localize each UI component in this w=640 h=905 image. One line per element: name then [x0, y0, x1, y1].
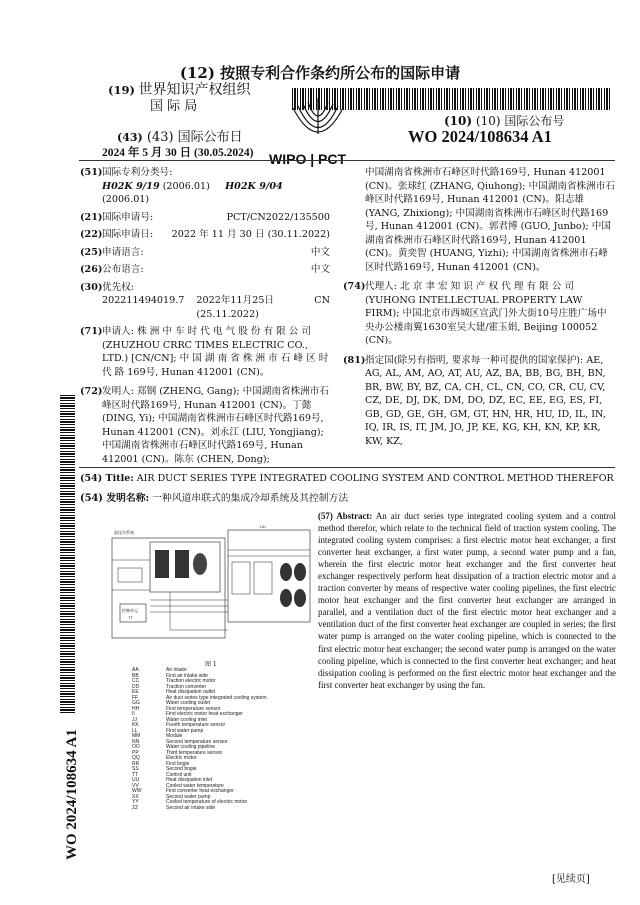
field-25-num: (25) [80, 246, 103, 258]
ipc-class-2: H02K 9/04 [225, 180, 283, 192]
agent: 代理人: 北 京 聿 宏 知 识 产 权 代 理 有 限 公 司 (YUHONG INTELLECTUAL PROPERTY LAW FIRM); 中国北京市西城区宣武门外大街10号庄胜广场中央办公楼南翼1630室吴大建/霍玉娟, Beijing 100052 (CN)。 [365, 281, 607, 346]
field-25-label: 申请语言: [102, 246, 144, 258]
legend-text: Second temperature sensor [166, 738, 228, 745]
field-25 [80, 246, 330, 260]
ipc-year-2: (2006.01) [102, 194, 150, 205]
legend-code: II [132, 711, 135, 717]
abstract-label: (57) Abstract: [318, 511, 373, 521]
legend-code: NN [132, 738, 140, 745]
legend-code: AA [132, 667, 139, 673]
org-name: 世界知识产权组织 [138, 82, 251, 98]
converter-heat-exchanger [175, 550, 189, 578]
field-26-label: 公布语言: [102, 264, 144, 275]
legend-text: Air intake [166, 667, 187, 673]
org-header [108, 83, 251, 114]
field-22-num: (22) [80, 229, 103, 240]
title-en-label: (54) Title: [80, 473, 134, 484]
legend-text: First electric motor heat exchanger [166, 711, 243, 717]
figure-top-label: 最佳冷系统 [114, 530, 134, 535]
pub-number-label: (10) (10) 国际公布号 [444, 114, 565, 128]
control-unit-label: 控制单元 [122, 608, 138, 613]
legend-code: DD [132, 683, 140, 690]
legend-code: GG [132, 700, 140, 706]
see-next-page: [见续页] [552, 874, 590, 885]
bibliographic-left [80, 166, 330, 468]
legend-code: VV [132, 782, 139, 789]
priority-row [102, 294, 330, 321]
legend-code: XX [132, 793, 139, 800]
legend-text: Second bogie [166, 766, 197, 772]
fan [193, 553, 207, 575]
legend-text: First converter heat exchanger [166, 788, 234, 794]
title-en-line [80, 473, 615, 484]
water-cooling-pipelines [112, 550, 310, 630]
inventors-continued: 中国湖南省株洲市石峰区时代路169号, Hunan 412001 (CN)。张球红 (ZHANG, Qiuhong); 中国湖南省株洲市石峰区时代路169号, Hunan 412001 (CN)。阳志雄 (YANG, Zhixiong); 中国湖南省株洲市石峰区时代路169号, Hunan 412001 (CN)。郭君博 (GUO, Junbo); 中国湖南省株洲市石峰区时代路169号, Hunan 412001 (CN)。黄奕智 (HUANG, Yizhi); 中国湖南省株洲市石峰区时代路169号, Hunan 412001 (CN)。 [365, 167, 615, 273]
side-publication-number: WO 2024/108634 A1 [64, 729, 80, 860]
field-21-num: (21) [80, 211, 103, 223]
field-71-num: (71) [80, 326, 103, 337]
legend-code: RR [132, 760, 140, 767]
field-51-values [102, 180, 330, 207]
title-zh: 一种风道串联式的集成冷却系统及其控制方法 [152, 493, 349, 504]
legend-text: First temperature sensor [166, 705, 221, 712]
field-51 [80, 166, 330, 207]
field-21 [80, 211, 330, 225]
field-72 [80, 385, 330, 466]
org-bureau: 国 际 局 [150, 99, 198, 114]
legend-code: CC [132, 678, 140, 684]
legend-code: MM [132, 733, 141, 739]
pub-date: 2024 年 5 月 30 日 (30.05.2024) [102, 147, 254, 159]
legend-row [132, 806, 267, 812]
document-type-title: (12) 按照专利合作条约所公布的国际申请 [179, 64, 461, 82]
legend-text: Second air intake side [166, 804, 216, 811]
legend-code: HH [132, 705, 140, 712]
legend-text: Second water pump [166, 793, 211, 800]
header-rule [79, 160, 615, 161]
legend-text: Heat dissipation inlet [166, 777, 213, 783]
legend-text: Traction electric motor [166, 678, 216, 684]
legend-text: Fourth temperature sensor [166, 722, 226, 728]
priority-number: 202211494019.7 [102, 295, 185, 306]
figure-label: 图 1 [205, 661, 217, 668]
pub-number-label-text: (10) 国际公布号 [475, 114, 565, 128]
figure-right-label: UU [260, 524, 266, 529]
title-en: AIR DUCT SERIES TYPE INTEGRATED COOLING SYSTEM AND CONTROL METHOD THEREFOR [136, 473, 614, 484]
ipc-class-1: H02K 9/19 [102, 180, 160, 192]
motor-heat-exchanger [155, 550, 169, 578]
legend-code: TT [132, 771, 139, 778]
bogie-box-2 [254, 562, 272, 594]
control-unit-code: TT [128, 615, 133, 620]
legend-code: QQ [132, 755, 140, 761]
legend-text: Traction converter [166, 683, 207, 690]
field-22-value: 2022 年 11 月 30 日 (30.11.2022) [171, 229, 330, 240]
bogie-box-1 [232, 562, 250, 594]
field-74-num: (74) [343, 281, 366, 292]
wipo-logo [263, 94, 373, 169]
ipc-year-1: (2006.01) [162, 180, 210, 192]
legend-code: SS [132, 766, 139, 772]
barcode-left [60, 395, 75, 713]
legend-code: UU [132, 777, 140, 783]
legend-text: Water cooling outlet [166, 700, 211, 706]
field-21-label: 国际申请号: [102, 211, 154, 223]
abstract [318, 510, 616, 691]
title-rule [79, 467, 615, 468]
pub-date-label-text: (43) 国际公布日 [146, 130, 243, 145]
legend-text: First bogie [166, 760, 190, 767]
field-22 [80, 228, 330, 242]
figure-legend [132, 668, 267, 811]
title-zh-label: (54) 发明名称: [80, 493, 150, 504]
legend-text: First air intake side [166, 672, 208, 679]
field-25-value: 中文 [310, 246, 330, 258]
designated-states: 指定国(除另有指明, 要求每一种可提供的国家保护): AE, AG, AL, AM, AO, AT, AU, AZ, BA, BB, BG, BH, BN, BR, BW, BY, BZ, CA, CH, CL, CN, CO, CR, CU, CV, CZ, DE, DJ, DK, DM, DO, DZ, EC, EE, EG, ES, FI, GB, GD, GE, GH, GM, GT, HN, HR, HU, ID, IL, IN, IQ, IR, IS, IT, JM, JO, JP, KE, KG, KH, KN, KP, KR, KW, KZ, [365, 354, 606, 447]
field-30 [80, 281, 330, 322]
field-71 [80, 325, 330, 379]
legend-text: Air duct series type integrated cooling system [166, 694, 267, 701]
title-zh-line [80, 490, 348, 504]
electric-motor-2 [294, 563, 306, 581]
legend-code: LL [132, 727, 138, 734]
legend-text: Cooled temperature of electric motor [166, 799, 248, 805]
electric-motor-3 [280, 589, 292, 607]
field-74 [343, 280, 615, 348]
priority-date: 2022年11月25日 (25.11.2022) [196, 295, 275, 320]
field-81 [343, 354, 615, 449]
inventors: 发明人: 郑钢 (ZHENG, Gang); 中国湖南省株洲市石峰区时代路169号, Hunan 412001 (CN)。丁懿 (DING, Yi); 中国湖南省株洲市石峰区时代路169号, Hunan 412001 (CN)。刘永江 (LIU, Yongjiang); 中国湖南省株洲市石峰区时代路169号, Hunan 412001 (CN)。陈东 (CHEN, Dong); [102, 386, 329, 465]
field-30-label: 优先权: [102, 281, 135, 293]
abstract-text: An air duct series type integrated cooling system and a control method therefor, which relate to the technical field of traction system cooling. The integrated cooling system comprises: a first electric motor heat exchanger, a first converter heat exchanger, a first water pump, a second water pump and a fan, wherein the first electric motor heat exchanger and the first converter heat exchanger respectively perform heat dissipation of a traction electric motor and a traction converter by means of respective water cooling pipelines, the first electric motor heat exchanger and the first converter heat exchanger are arranged in parallel, and a ventilation duct of the first electric motor heat exchanger and a ventilation duct of the first converter heat exchanger are coupled in series; the first water pump is arranged on the water cooling pipeline, which is connected to the first electric motor heat exchanger; the second water pump is arranged on the water cooling pipeline, which is connected to the first converter heat exchanger; and heat dissipation cooling is performed on the first electric motor heat exchanger and the first converter heat exchanger by using the fan. [318, 511, 616, 690]
field-72-num: (72) [80, 386, 103, 397]
field-51-label: 国际专利分类号: [102, 167, 173, 178]
legend-code: YY [132, 799, 139, 805]
bibliographic-right [343, 166, 615, 450]
legend-code: BB [132, 672, 139, 679]
logo-text: WIPO | PCT [269, 151, 347, 167]
legend-text: Third temperature sensor [166, 749, 223, 756]
pub-number: WO 2024/108634 A1 [408, 127, 552, 146]
org-code: (19) [108, 83, 135, 97]
legend-code: WW [132, 788, 142, 794]
legend-text: Water cooling pipeline [166, 744, 216, 750]
legend-code: EE [132, 689, 139, 695]
electric-motor-4 [294, 589, 306, 607]
legend-code: JJ [132, 716, 137, 723]
legend-text: Heat dissipation outlet [166, 689, 216, 695]
field-81-num: (81) [343, 354, 366, 366]
legend-text: Control unit [166, 771, 192, 778]
field-26-num: (26) [80, 264, 103, 275]
legend-code: FF [132, 694, 139, 701]
legend-code: OO [132, 744, 140, 750]
field-26-value: 中文 [310, 264, 330, 275]
priority-country: CN [314, 295, 330, 306]
field-21-value: PCT/CN2022/135500 [226, 211, 330, 223]
field-30-num: (30) [80, 281, 103, 293]
legend-text: Module [166, 733, 183, 739]
applicant: 申请人: 株 洲 中 车 时 代 电 气 股 份 有 限 公 司(ZHUZHOU CRRC TIMES ELECTRIC CO., LTD.) [CN/CN]; 中 国 湖 南 省 株 洲 市 石 峰 区 时 代 路 169号, Hunan 412001 (CN)。 [102, 326, 329, 378]
module-box [118, 568, 142, 582]
legend-code: PP [132, 749, 139, 756]
field-26 [80, 263, 330, 277]
field-51-num: (51) [80, 167, 103, 178]
legend-text: Water cooling inlet [166, 716, 207, 723]
field-22-label: 国际申请日: [102, 229, 154, 240]
legend-text: Cooled water temperature [166, 782, 224, 789]
electric-motor-1 [280, 563, 292, 581]
legend-text: First water pump [166, 727, 204, 734]
figure-1 [110, 520, 312, 660]
pub-date-label: (43) (43) 国际公布日 [117, 130, 243, 145]
control-unit-box [120, 604, 146, 622]
legend-text: Electric motor [166, 755, 197, 761]
legend-code: KK [132, 722, 139, 728]
legend-code: ZZ [132, 804, 139, 811]
